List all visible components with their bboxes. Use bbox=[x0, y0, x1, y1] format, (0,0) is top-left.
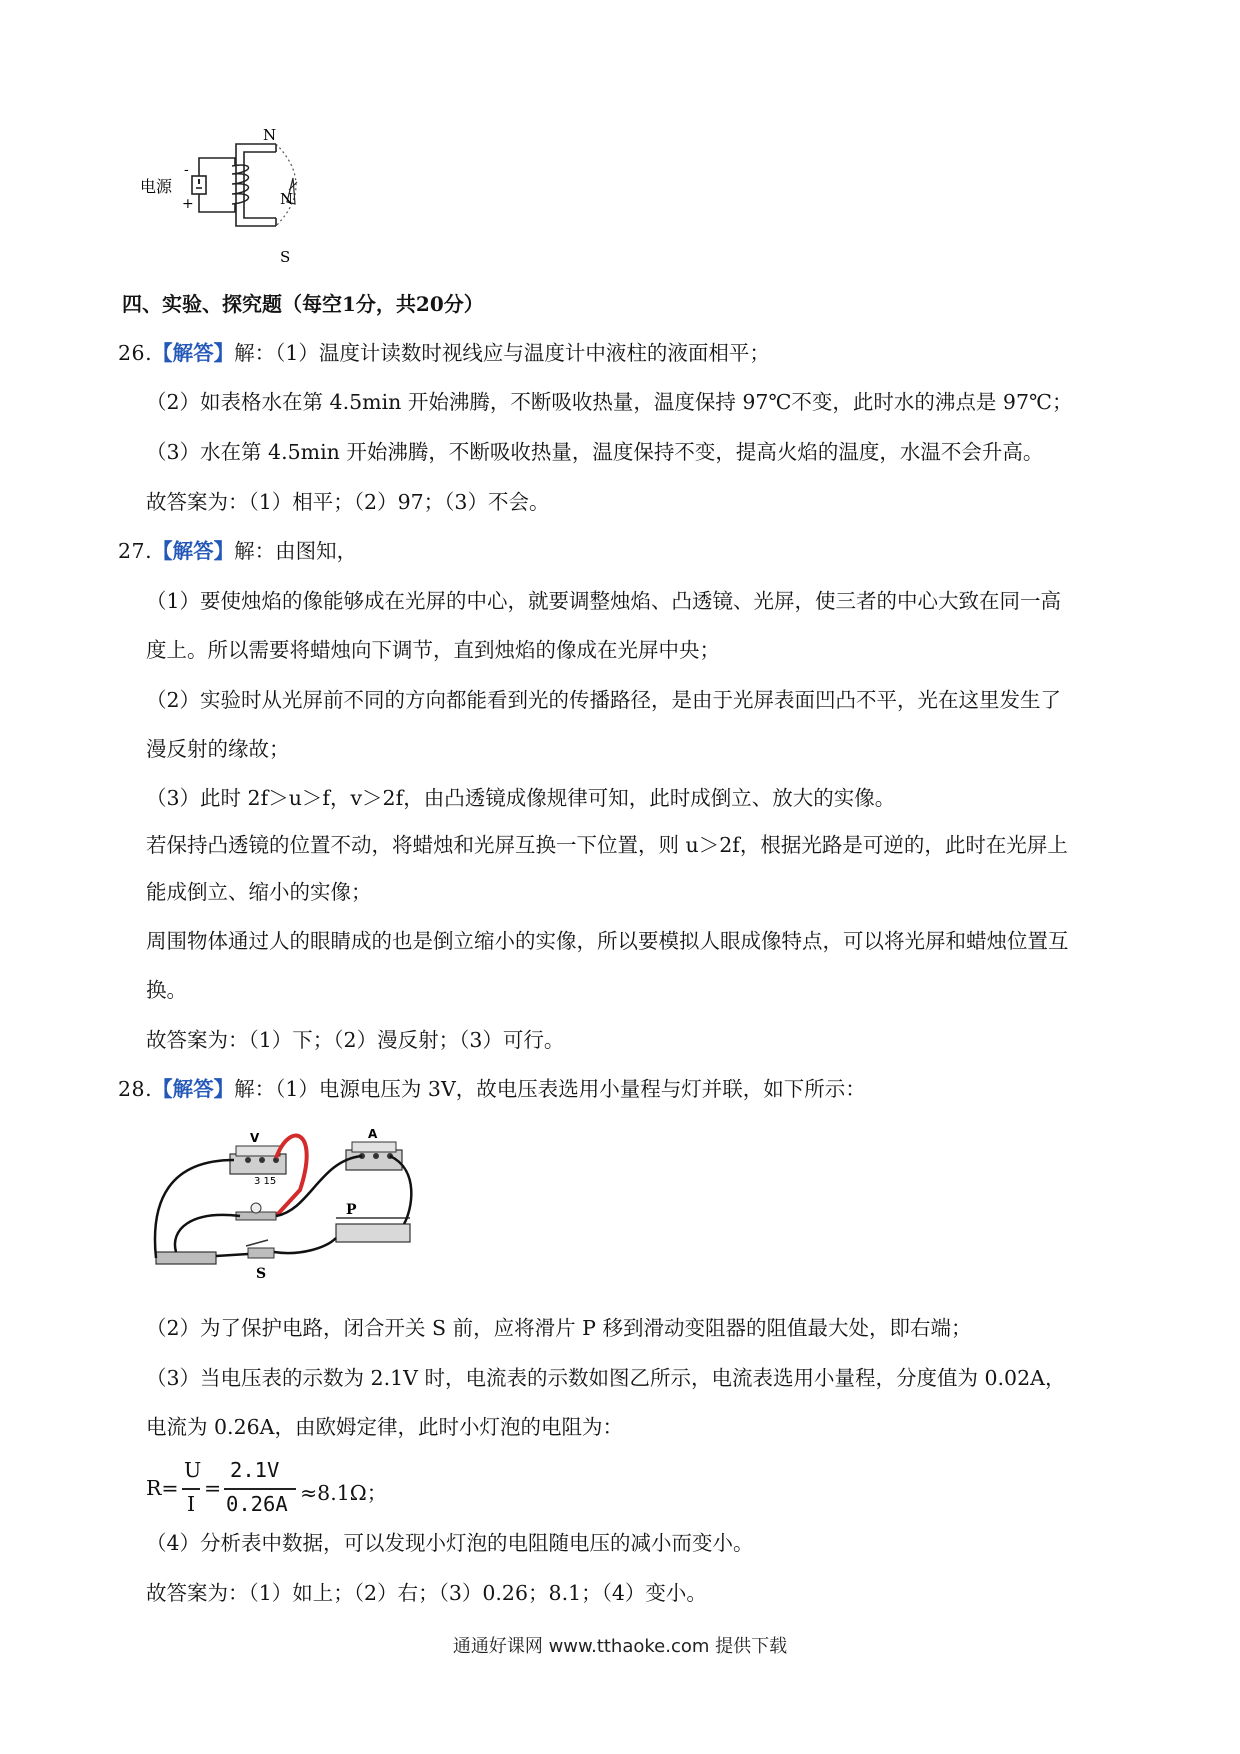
q27-line-6: （3）此时 2f＞u＞f，v＞2f，由凸透镜成像规律可知，此时成倒立、放大的实像。 bbox=[146, 786, 896, 810]
q27-tag: 【解答】 bbox=[152, 539, 235, 563]
q27-answer: 故答案为：（1）下；（2）漫反射；（3）可行。 bbox=[146, 1028, 565, 1052]
q26-text-1: 解：（1）温度计读数时视线应与温度计中液柱的液面相平； bbox=[234, 341, 770, 365]
formula-bar-2 bbox=[224, 1488, 296, 1490]
q27-line-5: 漫反射的缘故； bbox=[146, 737, 290, 761]
q27-number: 27. bbox=[118, 539, 153, 563]
q28-line-4: 电流为 0.26A，由欧姆定律，此时小灯泡的电阻为： bbox=[146, 1415, 623, 1439]
label-minus: - bbox=[184, 162, 189, 178]
formula-i: I bbox=[187, 1492, 196, 1516]
q27-line-9: 周围物体通过人的眼睛成的也是倒立缩小的实像，所以要模拟人眼成像特点，可以将光屏和蜡烛位置互 bbox=[146, 929, 1069, 953]
label-power-source: 电源 bbox=[140, 177, 173, 196]
circuit-diagram bbox=[150, 1120, 420, 1280]
q27-line-7: 若保持凸透镜的位置不动，将蜡烛和光屏互换一下位置，则 u＞2f，根据光路是可逆的，此时在光屏上 bbox=[146, 833, 1068, 857]
slider-label: P bbox=[346, 1202, 357, 1218]
q28-number: 28. bbox=[118, 1077, 153, 1101]
q26-number: 26. bbox=[118, 341, 153, 365]
formula-denominator: 0.26A bbox=[226, 1492, 288, 1516]
q26-tag: 【解答】 bbox=[152, 341, 235, 365]
label-needle-n: N bbox=[280, 190, 294, 208]
q27-text-1: 解：由图知， bbox=[234, 539, 358, 563]
q28-line-2: （2）为了保护电路，闭合开关 S 前，应将滑片 P 移到滑动变阻器的阻值最大处，即右端； bbox=[146, 1316, 972, 1340]
q28-line-5: （4）分析表中数据，可以发现小灯泡的电阻随电压的减小而变小。 bbox=[146, 1531, 754, 1555]
label-plus: + bbox=[182, 196, 194, 212]
q28-text-1: 解：（1）电源电压为 3V，故电压表选用小量程与灯并联，如下所示： bbox=[234, 1077, 866, 1101]
label-bottom-s: S bbox=[280, 248, 291, 266]
page-footer: 通通好课网 www.tthaoke.com 提供下载 bbox=[452, 1636, 788, 1657]
q26-line-2: （2）如表格水在第 4.5min 开始沸腾，不断吸收热量，温度保持 97℃不变，此时水的沸点是 97℃； bbox=[146, 390, 1073, 414]
section-heading: 四、实验、探究题（每空1分，共20分） bbox=[122, 292, 484, 316]
q27-line-1 bbox=[118, 537, 357, 565]
q27-line-10: 换。 bbox=[146, 978, 187, 1002]
formula-result: ≈8.1Ω； bbox=[300, 1481, 388, 1505]
voltmeter-scale: 3 15 bbox=[254, 1176, 277, 1187]
q26-line-1 bbox=[118, 339, 770, 367]
q28-line-3: （3）当电压表的示数为 2.1V 时，电流表的示数如图乙所示，电流表选用小量程，分度值为 0.02A， bbox=[146, 1366, 1066, 1390]
formula-numerator: 2.1V bbox=[230, 1458, 280, 1482]
label-top-n: N bbox=[263, 128, 277, 144]
q26-answer: 故答案为：（1）相平；（2）97；（3）不会。 bbox=[146, 490, 550, 514]
q27-line-3: 度上。所以需要将蜡烛向下调节，直到烛焰的像成在光屏中央； bbox=[146, 638, 720, 662]
q27-line-2: （1）要使烛焰的像能够成在光屏的中心，就要调整烛焰、凸透镜、光屏，使三者的中心大致在同一高 bbox=[146, 589, 1062, 613]
ammeter-label: A bbox=[368, 1127, 378, 1141]
formula-u: U bbox=[184, 1458, 202, 1482]
q27-line-4: （2）实验时从光屏前不同的方向都能看到光的传播路径，是由于光屏表面凹凸不平，光在这里发生了 bbox=[146, 688, 1062, 712]
q26-line-3: （3）水在第 4.5min 开始沸腾，不断吸收热量，温度保持不变，提高火焰的温度，水温不会升高。 bbox=[146, 440, 1044, 464]
switch-label: S bbox=[256, 1266, 267, 1280]
q28-answer: 故答案为：（1）如上；（2）右；（3）0.26；8.1；（4）变小。 bbox=[146, 1581, 707, 1605]
electromagnet-figure bbox=[140, 128, 340, 268]
voltmeter-label: V bbox=[250, 1131, 260, 1145]
q27-line-8: 能成倒立、缩小的实像； bbox=[146, 880, 372, 904]
q28-line-1 bbox=[118, 1075, 866, 1103]
formula-bar-1 bbox=[182, 1488, 200, 1490]
q28-tag: 【解答】 bbox=[152, 1077, 235, 1101]
formula-lhs: R= bbox=[146, 1476, 179, 1500]
formula-eq: = bbox=[204, 1476, 222, 1500]
